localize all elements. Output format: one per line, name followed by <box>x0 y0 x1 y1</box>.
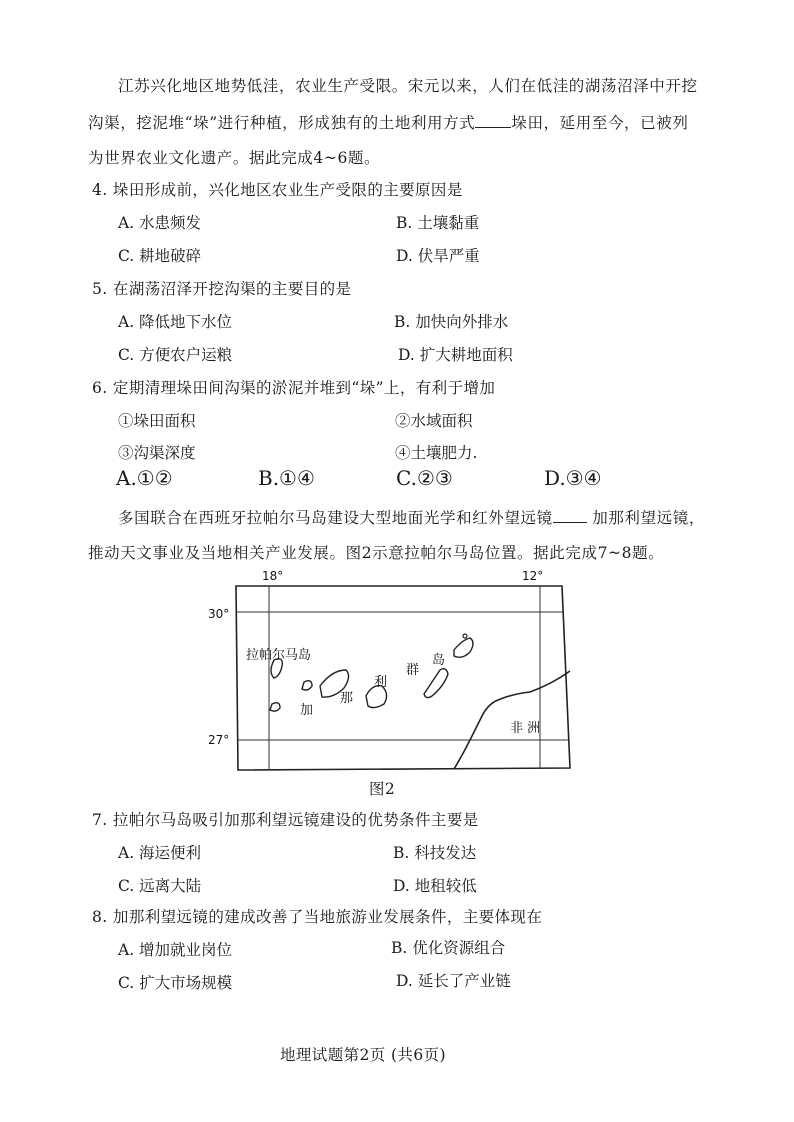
q7-option-a[interactable]: A. 海运便利 <box>118 844 202 862</box>
intro2-line2: 推动天文事业及当地相关产业发展。图2示意拉帕尔马岛位置。据此完成7~8题。 <box>88 544 665 562</box>
intro1-line1: 江苏兴化地区地势低洼，农业生产受限。宋元以来，人们在低洼的湖荡沼泽中开挖 <box>118 77 698 95</box>
q5-option-a[interactable]: A. 降低地下水位 <box>118 313 233 331</box>
longitude-label-18: 18° <box>262 569 284 583</box>
q8-option-a[interactable]: A. 增加就业岗位 <box>118 941 233 959</box>
intro1-line2-a: 沟渠，挖泥堆“垛”进行种植，形成独有的土地利用方式 <box>88 114 476 132</box>
q6-option-a[interactable]: A.①② <box>116 466 173 490</box>
q6-option-d[interactable]: D.③④ <box>544 466 602 490</box>
la-palma-label: 拉帕尔马岛 <box>246 648 312 663</box>
intro2-line1-b: 加那利望远镜， <box>592 509 705 527</box>
q8-option-b[interactable]: B. 优化资源组合 <box>391 939 506 957</box>
canary-islands-map <box>200 566 580 776</box>
archipelago-label-char-3: 利 <box>374 675 388 690</box>
intro1-line3: 为世界农业文化遗产。据此完成4~6题。 <box>88 149 381 167</box>
intro1-line2-b: 垛田，延用至今，已被列 <box>511 114 689 132</box>
latitude-label-30: 30° <box>208 607 230 621</box>
la-gomera-island <box>302 681 312 690</box>
q6-option-b[interactable]: B.①④ <box>258 466 315 490</box>
q6-item-4: ④土壤肥力. <box>395 444 478 462</box>
q6-stem: 6. 定期清理垛田间沟渠的淤泥并堆到“垛”上，有利于增加 <box>92 379 496 397</box>
q4-option-d[interactable]: D. 伏旱严重 <box>396 247 480 265</box>
q5-option-d[interactable]: D. 扩大耕地面积 <box>398 346 513 364</box>
q7-option-b[interactable]: B. 科技发达 <box>393 844 477 862</box>
q4-stem: 4. 垛田形成前，兴化地区农业生产受限的主要原因是 <box>92 181 463 199</box>
q7-option-d[interactable]: D. 地租较低 <box>393 877 477 895</box>
latitude-label-27: 27° <box>208 733 230 747</box>
q5-option-c[interactable]: C. 方便农户运粮 <box>118 346 233 364</box>
figure-caption: 图2 <box>369 780 396 798</box>
q7-option-c[interactable]: C. 远离大陆 <box>118 877 202 895</box>
map-frame <box>236 586 570 770</box>
q7-stem: 7. 拉帕尔马岛吸引加那利望远镜建设的优势条件主要是 <box>92 811 479 829</box>
page-footer: 地理试题第2页 (共6页) <box>280 1046 446 1064</box>
archipelago-label-char-5: 岛 <box>432 653 446 668</box>
fill-blank <box>553 522 587 523</box>
q8-option-c[interactable]: C. 扩大市场规模 <box>118 974 233 992</box>
intro2-line1-a: 多国联合在西班牙拉帕尔马岛建设大型地面光学和红外望远镜 <box>118 509 553 527</box>
q8-option-d[interactable]: D. 延长了产业链 <box>396 972 511 990</box>
fill-blank <box>475 127 511 128</box>
el-hierro-island <box>270 703 280 711</box>
q5-option-b[interactable]: B. 加快向外排水 <box>394 313 509 331</box>
archipelago-label-char-1: 加 <box>300 703 314 718</box>
q4-option-a[interactable]: A. 水患频发 <box>118 214 202 232</box>
q4-option-b[interactable]: B. 土壤黏重 <box>396 214 480 232</box>
q6-item-1: ①垛田面积 <box>118 412 196 430</box>
intro2-line1 <box>118 506 705 528</box>
q6-item-3: ③沟渠深度 <box>118 444 196 462</box>
q4-option-c[interactable]: C. 耕地破碎 <box>118 247 202 265</box>
archipelago-label-char-4: 群 <box>406 663 420 678</box>
intro1-line2 <box>88 111 688 133</box>
africa-label: 非 洲 <box>510 721 541 736</box>
longitude-label-12: 12° <box>522 569 544 583</box>
archipelago-label-char-2: 那 <box>340 691 354 706</box>
q6-option-c[interactable]: C.②③ <box>396 466 453 490</box>
q5-stem: 5. 在湖荡沼泽开挖沟渠的主要目的是 <box>92 280 352 298</box>
q6-item-2: ②水域面积 <box>395 412 473 430</box>
q8-stem: 8. 加那利望远镜的建成改善了当地旅游业发展条件，主要体现在 <box>92 908 543 926</box>
